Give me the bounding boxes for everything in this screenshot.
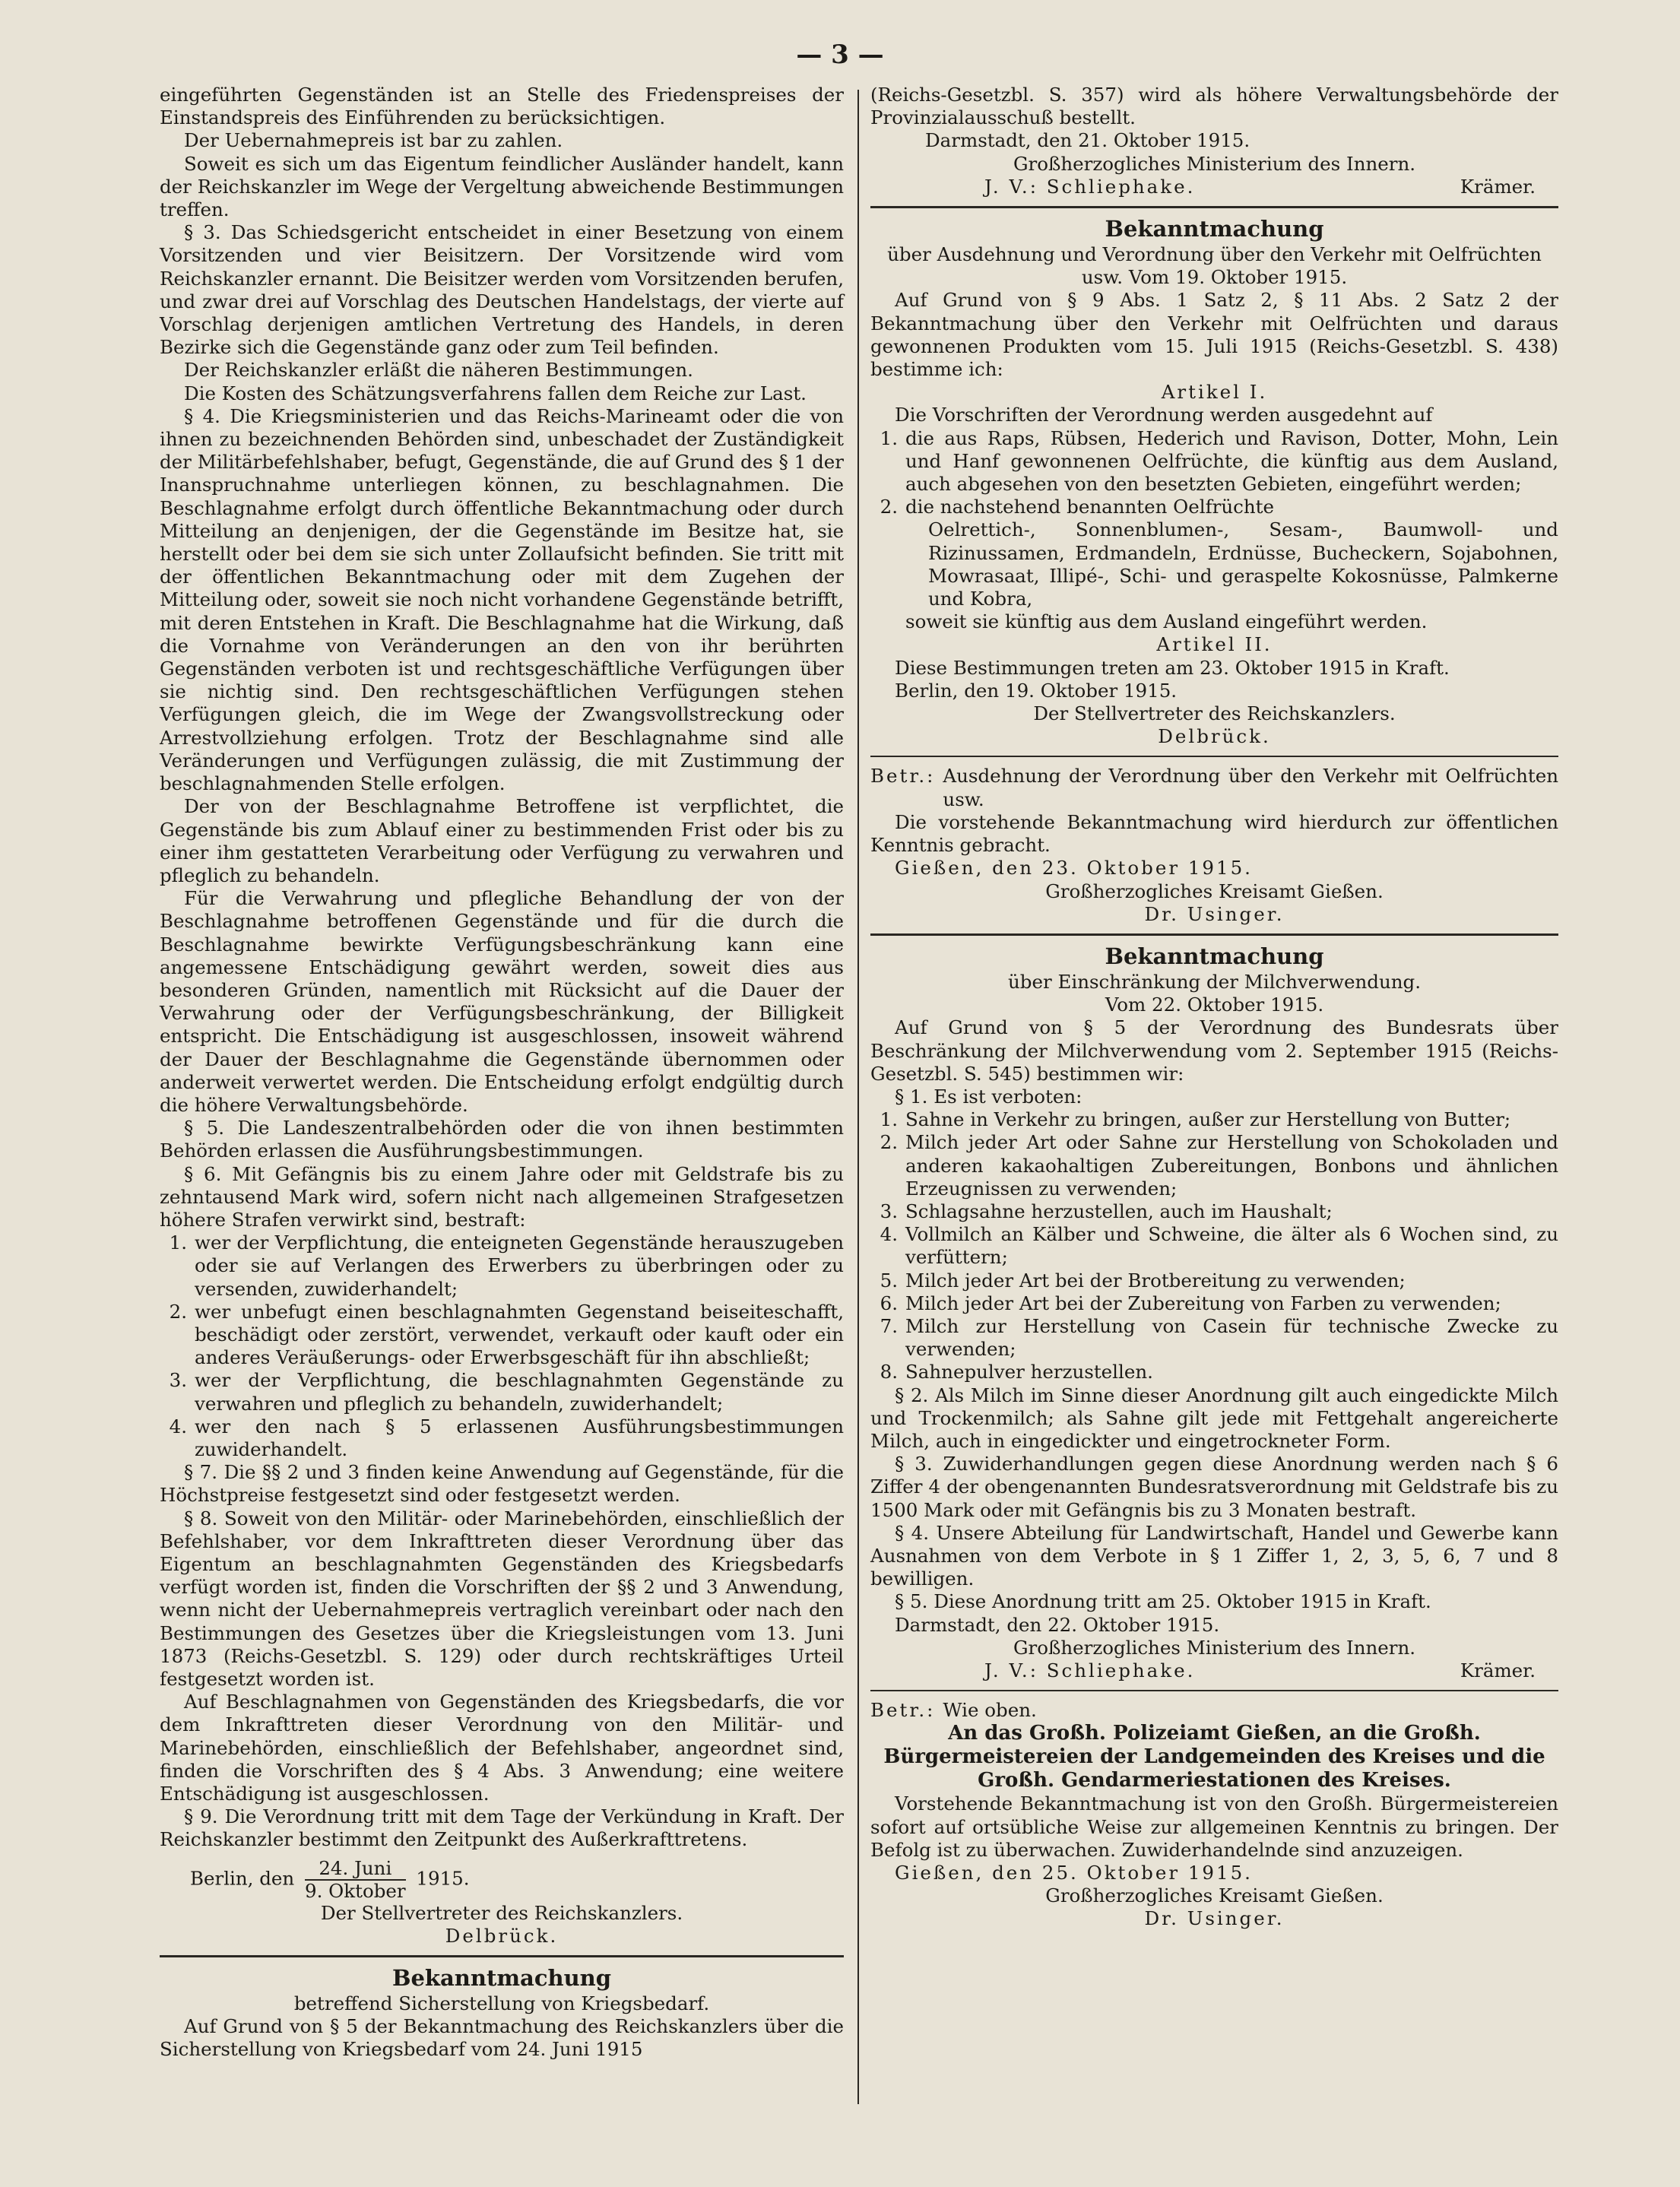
paragraph: Der von der Beschlagnahme Betroffene ist verpflichtet, die Gegenstände bis zum Ablauf einer zu bestimmenden Frist oder bis zu einer ihm gestatteten Verarbeitung oder Verfügung zu verwahren und pfleglich zu behandeln.	[160, 795, 844, 886]
list-text: wer der Verpflichtung, die enteigneten Gegenstände herauszugeben oder sie auf Verlangen des Erwerbers zu überbringen oder zu versenden, zuwiderhandelt;	[195, 1231, 844, 1300]
list-text: wer der Verpflichtung, die beschlagnahmten Gegenstände zu verwahren und pfleglich zu behandeln, zuwiderhandelt;	[195, 1369, 844, 1415]
paragraph-section-8: § 8. Soweit von den Militär- oder Marinebehörden, einschließlich der Befehlshaber, vor dem Inkrafttreten dieser Verordnung über das Eigentum an beschlagnahmten Gegenständen des Kriegsbedarfs verfügt worden ist, finden die Vorschriften der §§ 2 und 3 Anwendung, wenn nicht der Uebernahmepreis vertraglich vereinbart oder nach den Bestimmungen des Gesetzes über die Kriegsleistungen vom 13. Juni 1873 (Reichs-Gesetzbl. S. 129) oder durch rechtskräftiges Urteil festgesetzt worden ist.	[160, 1507, 844, 1691]
authority: Großherzogliches Kreisamt Gießen.	[1045, 1884, 1384, 1907]
authority: Großherzogliches Kreisamt Gießen.	[1045, 880, 1384, 902]
signature-name: Delbrück.	[445, 1924, 559, 1947]
notice-subtitle: über Ausdehnung und Verordnung über den Verkehr mit Oelfrüchten usw. Vom 19. Oktober 1915.	[887, 243, 1542, 289]
signature-title: Der Stellvertreter des Reichskanzlers.	[320, 1901, 683, 1924]
paragraph: soweit sie künftig aus dem Ausland eingeführt werden.	[905, 610, 1428, 633]
list-text: Milch jeder Art bei der Zubereitung von Farben zu verwenden;	[905, 1292, 1501, 1314]
paragraph: § 1. Es ist verboten:	[895, 1085, 1082, 1108]
list-text: Milch zur Herstellung von Casein für technische Zwecke zu verwenden;	[905, 1314, 1558, 1361]
paragraph: Für die Verwahrung und pflegliche Behandlung der von der Beschlagnahme betroffenen Gegenstände und für die durch die Beschlagnahme bewirkte Verfügungsbeschränkung kann eine angemessene Entschädigung gewährt werden, soweit dies aus besonderen Gründen, namentlich mit Rücksicht auf die Dauer der Verwahrung oder der Verfügungsbeschränkung, der Billigkeit entspricht. Die Entschädigung ist ausgeschlossen, insoweit während der Dauer der Beschlagnahme die Gegenstände übernommen oder anderweit verwertet werden. Die Entscheidung erfolgt endgültig durch die höhere Verwaltungsbehörde.	[160, 887, 844, 1116]
left-column	[160, 84, 844, 2062]
list-item	[870, 1292, 1558, 1315]
date-prefix: Berlin, den	[190, 1867, 295, 1890]
list-number: 5.	[880, 1269, 898, 1292]
dateline: Gießen, den 25. Oktober 1915.	[895, 1862, 1253, 1884]
signature-right: Krämer.	[1460, 175, 1536, 198]
subject-text: Wie oben.	[943, 1699, 1037, 1722]
list-text: wer den nach § 5 erlassenen Ausführungsbestimmungen zuwiderhandelt.	[195, 1415, 844, 1460]
list-item	[870, 1108, 1558, 1131]
paragraph: Auf Grund von § 5 der Bekanntmachung des Reichskanzlers über die Sicherstellung von Kriegsbedarf vom 24. Juni 1915	[160, 2015, 844, 2061]
paragraph: Auf Grund von § 9 Abs. 1 Satz 2, § 11 Abs. 2 Satz 2 der Bekanntmachung über den Verkehr mit Oelfrüchten und daraus gewonnenen Produkten vom 15. Juli 1915 (Reichs-Gesetzbl. S. 438) bestimme ich:	[870, 289, 1558, 381]
list-number: 4.	[169, 1415, 187, 1437]
notice-subtitle: betreffend Sicherstellung von Kriegsbedarf.	[293, 1992, 710, 2015]
list-number: 2.	[169, 1300, 187, 1323]
list-text: die nachstehend benannten Oelfrüchte	[905, 496, 1274, 518]
paragraph: Vorstehende Bekanntmachung ist von den Großh. Bürgermeistereien sofort auf ortsübliche Weise zur allgemeinen Kenntnis zu bringen. Der Befolg ist zu überwachen. Zuwiderhandelnde sind anzuzeigen.	[870, 1792, 1558, 1861]
list-number: 1.	[169, 1231, 187, 1254]
article-heading: Artikel I.	[1161, 381, 1268, 404]
paragraph-section-5: § 5. Diese Anordnung tritt am 25. Oktober 1915 in Kraft.	[895, 1590, 1431, 1613]
column-divider	[857, 90, 859, 2104]
subject-label: Betr.:	[870, 1699, 936, 1722]
list-text: Sahnepulver herzustellen.	[905, 1361, 1153, 1384]
list-number: 3.	[169, 1369, 187, 1392]
dateline	[160, 1858, 844, 1902]
notice-heading: Bekanntmachung	[391, 1965, 612, 1992]
paragraph-section-4: § 4. Unsere Abteilung für Landwirtschaft, Handel und Gewerbe kann Ausnahmen von dem Verbote in § 1 Ziffer 1, 2, 3, 5, 6, 7 und 8 bewilligen.	[870, 1521, 1558, 1590]
address-block: An das Großh. Polizeiamt Gießen, an die Großh. Bürgermeistereien der Landgemeinden des Kreises und die Großh. Gendarmeriestationen des Kreises.	[883, 1722, 1545, 1792]
signature-title: Der Stellvertreter des Reichskanzlers.	[1033, 702, 1396, 725]
list-item	[160, 1415, 844, 1461]
paragraph: Der Reichskanzler erläßt die näheren Bestimmungen.	[184, 359, 693, 382]
dateline: Darmstadt, den 21. Oktober 1915.	[925, 129, 1250, 152]
paragraph: Die Kosten des Schätzungsverfahrens fallen dem Reiche zur Last.	[184, 382, 807, 404]
list-item	[160, 1369, 844, 1415]
paragraph: Der Uebernahmepreis ist bar zu zahlen.	[184, 129, 563, 152]
dateline: Gießen, den 23. Oktober 1915.	[895, 857, 1253, 880]
paragraph-section-5: § 5. Die Landeszentralbehörden oder die von ihnen bestimmten Behörden erlassen die Ausführungsbestimmungen.	[160, 1117, 844, 1162]
list-text: die aus Raps, Rübsen, Hederich und Ravison, Dotter, Mohn, Lein und Hanf gewonnenen Oelfrüchte, die künftig aus dem Ausland, auch abgesehen von den besetzten Gebieten, eingeführt werden;	[905, 426, 1558, 496]
list-item	[870, 1361, 1558, 1384]
signature-name: Dr. Usinger.	[1144, 1907, 1285, 1930]
paragraph: eingeführten Gegenständen ist an Stelle des Friedenspreises der Einstandspreis des Einführenden zu berücksichtigen.	[160, 84, 844, 129]
dateline: Berlin, den 19. Oktober 1915.	[895, 679, 1178, 702]
list-text: Sahne in Verkehr zu bringen, außer zur Herstellung von Butter;	[905, 1108, 1511, 1131]
article-heading: Artikel II.	[1156, 633, 1273, 656]
signature-left: J. V.: Schliephake.	[984, 175, 1196, 198]
signature-line	[870, 176, 1558, 198]
section-rule	[870, 933, 1558, 936]
list-number: 2.	[880, 1131, 898, 1154]
paragraph: (Reichs-Gesetzbl. S. 357) wird als höhere Verwaltungsbehörde der Provinzialausschuß bestellt.	[870, 84, 1558, 129]
page-number: — 3 —	[796, 40, 884, 70]
paragraph-section-7: § 7. Die §§ 2 und 3 finden keine Anwendung auf Gegenstände, für die Höchstpreise festgesetzt sind oder festgesetzt werden.	[160, 1461, 844, 1507]
list-item	[870, 1131, 1558, 1200]
list-text: wer unbefugt einen beschlagnahmten Gegenstand beiseiteschafft, beschädigt oder zerstört, verwendet, verkauft oder kauft oder ein anderes Veräußerungs- oder Erwerbsgeschäft für ihn abschließt;	[195, 1300, 844, 1369]
list-item	[870, 496, 1558, 518]
paragraph: Auf Beschlagnahmen von Gegenständen des Kriegsbedarfs, die vor dem Inkrafttreten dieser Verordnung von den Militär- und Marinebehörden, einschließlich der Befehlshaber, angeordnet sind, finden die Vorschriften des § 4 Abs. 3 Anwendung; eine weitere Entschädigung ist ausgeschlossen.	[160, 1691, 844, 1805]
notice-heading: Bekanntmachung	[1105, 943, 1324, 969]
notice-date: Vom 22. Oktober 1915.	[1105, 994, 1324, 1016]
list-item	[870, 1315, 1558, 1361]
paragraph-section-2: § 2. Als Milch im Sinne dieser Anordnung gilt auch eingedickte Milch und Trockenmilch; als Sahne gilt jede mit Fettgehalt angereicherte Milch, auch in eingedickter und eingetrockneter Form.	[870, 1384, 1558, 1452]
signature-right: Krämer.	[1460, 1659, 1536, 1681]
list-text: Vollmilch an Kälber und Schweine, die älter als 6 Wochen sind, zu verfüttern;	[905, 1223, 1558, 1269]
notice-heading: Bekanntmachung	[1105, 216, 1324, 242]
signature-left: J. V.: Schliephake.	[984, 1659, 1196, 1681]
paragraph-section-3: § 3. Das Schiedsgericht entscheidet in einer Besetzung von einem Vorsitzenden und vier Beisitzern. Der Vorsitzende wird vom Reichskanzler ernannt. Die Beisitzer werden vom Vorsitzenden berufen, und zwar drei auf Vorschlag des Deutschen Handelstags, der vierte auf Vorschlag derjenigen amtlichen Vertretung des Handels, in deren Bezirke sich die Gegenstände ganz oder zum Teil befinden.	[160, 221, 844, 359]
subject-text: Ausdehnung der Verordnung über den Verkehr mit Oelfrüchten usw.	[943, 765, 1558, 810]
list-number: 2.	[880, 496, 898, 518]
authority: Großherzogliches Ministerium des Innern.	[1013, 152, 1416, 175]
date-year: 1915.	[416, 1867, 470, 1890]
paragraph-section-3: § 3. Zuwiderhandlungen gegen diese Anordnung werden nach § 6 Ziffer 4 der obengenannten Bundesratsverordnung mit Geldstrafe bis zu 1500 Mark oder mit Gefängnis bis zu 3 Monaten bestraft.	[870, 1453, 1558, 1521]
date-bottom: 9. Oktober	[305, 1879, 406, 1902]
date-fraction	[305, 1858, 406, 1902]
list-text: Schlagsahne herzustellen, auch im Haushalt;	[905, 1200, 1333, 1222]
subject-line	[870, 1699, 1558, 1722]
oilseed-list: Oelrettich-, Sonnenblumen-, Sesam-, Baumwoll- und Rizinussamen, Erdmandeln, Erdnüsse, Bucheckern, Sojabohnen, Mowrasaat, Illipé-, Schi- und geraspelte Kokosnüsse, Palmkerne und Kobra,	[928, 518, 1558, 610]
section-rule	[870, 206, 1558, 208]
signature-name: Delbrück.	[1158, 725, 1271, 748]
paragraph: Die vorstehende Bekanntmachung wird hierdurch zur öffentlichen Kenntnis gebracht.	[870, 810, 1558, 857]
authority: Großherzogliches Ministerium des Innern.	[1013, 1636, 1416, 1659]
subject-line	[870, 765, 1558, 810]
list-number: 6.	[880, 1292, 898, 1314]
list-item	[870, 1223, 1558, 1269]
list-text: Milch jeder Art oder Sahne zur Herstellung von Schokoladen und anderen kakaohaltigen Zubereitungen, Bonbons und ähnlichen Erzeugnissen zu verwenden;	[905, 1131, 1558, 1200]
section-rule	[870, 756, 1558, 757]
paragraph-section-6: § 6. Mit Gefängnis bis zu einem Jahre oder mit Geldstrafe bis zu zehntausend Mark wird, sofern nicht nach allgemeinen Strafgesetzen höhere Strafen verwirkt sind, bestraft:	[160, 1162, 844, 1231]
subject-label: Betr.:	[870, 765, 936, 788]
list-number: 7.	[880, 1314, 898, 1337]
paragraph: Soweit es sich um das Eigentum feindlicher Ausländer handelt, kann der Reichskanzler im Wege der Vergeltung abweichende Bestimmungen treffen.	[160, 152, 844, 221]
section-rule	[870, 1690, 1558, 1691]
list-number: 8.	[880, 1361, 898, 1384]
list-item	[870, 1269, 1558, 1292]
paragraph: Diese Bestimmungen treten am 23. Oktober 1915 in Kraft.	[895, 656, 1450, 679]
signature-name: Dr. Usinger.	[1144, 902, 1285, 925]
list-item	[870, 427, 1558, 496]
section-rule	[160, 1955, 844, 1957]
paragraph-section-9: § 9. Die Verordnung tritt mit dem Tage der Verkündung in Kraft. Der Reichskanzler bestimmt den Zeitpunkt des Außerkrafttretens.	[160, 1805, 844, 1851]
date-top: 24. Juni	[305, 1858, 406, 1881]
list-item	[870, 1200, 1558, 1223]
list-number: 1.	[880, 426, 898, 449]
paragraph: Auf Grund von § 5 der Verordnung des Bundesrats über Beschränkung der Milchverwendung vom 2. September 1915 (Reichs-Gesetzbl. S. 545) bestimmen wir:	[870, 1016, 1558, 1085]
list-item	[160, 1231, 844, 1301]
notice-subtitle: über Einschränkung der Milchverwendung.	[1008, 970, 1421, 993]
list-number: 3.	[880, 1200, 898, 1222]
list-number: 4.	[880, 1223, 898, 1246]
paragraph: Die Vorschriften der Verordnung werden ausgedehnt auf	[895, 404, 1433, 426]
list-number: 1.	[880, 1108, 898, 1131]
list-text: Milch jeder Art bei der Brotbereitung zu verwenden;	[905, 1269, 1406, 1292]
dateline: Darmstadt, den 22. Oktober 1915.	[895, 1613, 1220, 1636]
right-column	[870, 84, 1558, 1931]
signature-line	[870, 1659, 1558, 1682]
paragraph-section-4: § 4. Die Kriegsministerien und das Reichs-Marineamt oder die von ihnen zu bezeichnenden Behörden sind, unbeschadet der Zuständigkeit der Militärbefehlshaber, befugt, Gegenstände, die auf Grund des § 1 der Inanspruchnahme unterliegen können, zu beschlagnahmen. Die Beschlagnahme erfolgt durch öffentliche Bekanntmachung oder durch Mitteilung an denjenigen, der die Gegenstände im Besitze hat, sie herstellt oder bei dem sie sich unter Zollaufsicht befinden. Sie tritt mit der öffentlichen Bekanntmachung oder mit dem Zugehen der Mitteilung oder, soweit sie noch nicht vorhandene Gegenstände betrifft, mit deren Entstehen in Kraft. Die Beschlagnahme hat die Wirkung, daß die Vornahme von Veränderungen an den von ihr berührten Gegenständen verboten ist und rechtsgeschäftliche Verfügungen über sie nichtig sind. Den rechtsgeschäftlichen Verfügungen stehen Verfügungen gleich, die im Wege der Zwangsvollstreckung oder Arrestvollziehung erfolgen. Trotz der Beschlagnahme sind alle Veränderungen und Verfügungen zulässig, die mit Zustimmung der beschlagnahmenden Stelle erfolgen.	[160, 404, 844, 795]
list-item	[160, 1301, 844, 1370]
